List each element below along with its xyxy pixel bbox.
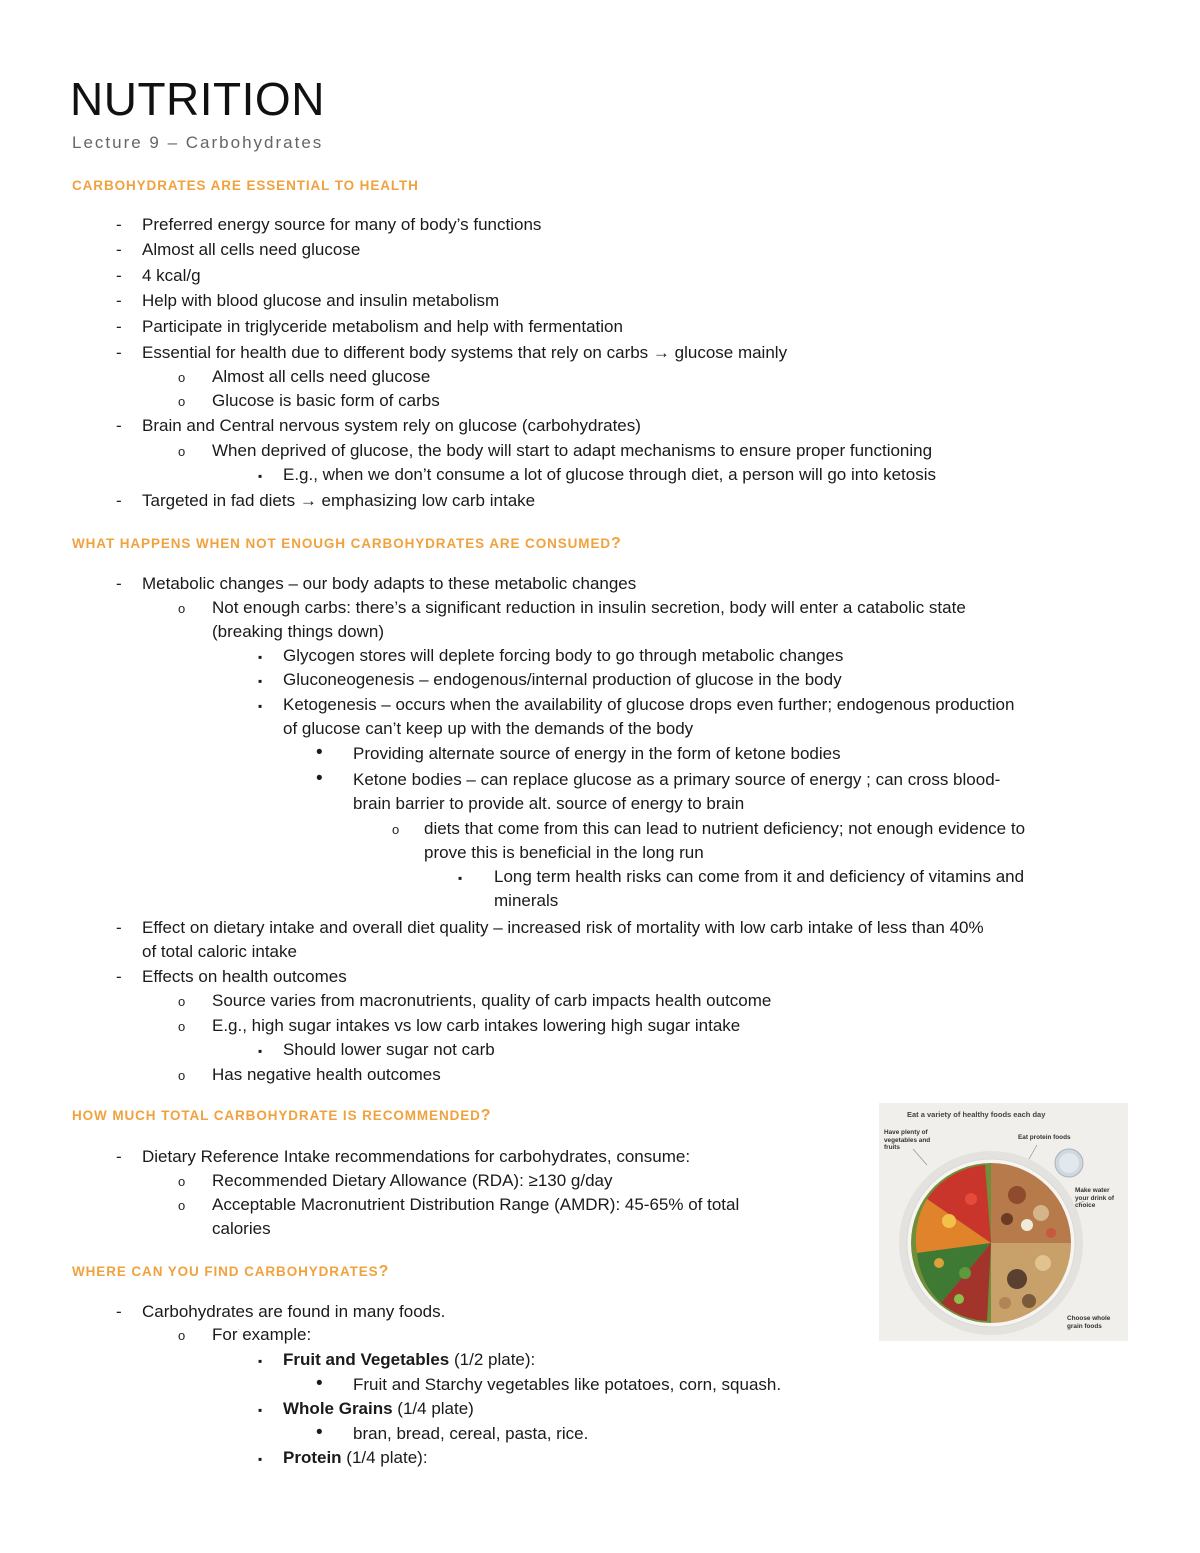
dash-marker: -	[116, 1147, 122, 1166]
list-item: Has negative health outcomes	[212, 1065, 441, 1084]
circle-marker: o	[178, 601, 186, 616]
section-heading-not-enough	[72, 535, 622, 553]
question-mark: ?	[480, 1107, 492, 1124]
circle-marker: o	[178, 1068, 186, 1083]
list-item: For example:	[212, 1325, 312, 1344]
square-marker: ▪	[258, 1452, 263, 1466]
list-item: Preferred energy source for many of body’s functions	[142, 215, 542, 234]
bullet-marker: •	[316, 1422, 323, 1443]
list-item: diets that come from this can lead to nutrient deficiency; not enough evidence to	[424, 819, 1026, 838]
circle-marker: o	[178, 394, 186, 409]
square-marker: ▪	[258, 1044, 263, 1058]
square-marker: ▪	[258, 1403, 263, 1417]
circle-marker: o	[178, 444, 186, 459]
circle-marker: o	[178, 370, 186, 385]
circle-marker: o	[178, 994, 186, 1009]
bullet-marker: •	[316, 742, 323, 763]
list-item: Essential for health due to different body systems that rely on carbs → glucose mainly	[142, 343, 788, 362]
list-item: Dietary Reference Intake recommendations for carbohydrates, consume:	[142, 1147, 691, 1166]
list-item: 4 kcal/g	[142, 266, 201, 285]
question-mark: ?	[611, 535, 622, 552]
dash-marker: -	[116, 343, 122, 362]
circle-marker: o	[178, 1198, 186, 1213]
list-item: Fruit and Starchy vegetables like potatoes, corn, squash.	[353, 1375, 782, 1394]
plate-illustration	[879, 1103, 1128, 1341]
list-item: Effect on dietary intake and overall diet quality – increased risk of mortality with low carb intake of less than 40%	[142, 918, 984, 937]
list-item: Brain and Central nervous system rely on glucose (carbohydrates)	[142, 416, 641, 435]
dash-marker: -	[116, 317, 122, 336]
list-item: Almost all cells need glucose	[142, 240, 361, 259]
list-item	[283, 1348, 535, 1372]
dash-marker: -	[116, 266, 122, 285]
list-item: Ketone bodies – can replace glucose as a primary source of energy ; can cross blood-	[353, 770, 1001, 789]
dash-marker: -	[116, 918, 122, 937]
list-item: Ketogenesis – occurs when the availability of glucose drops even further; endogenous production	[283, 695, 1015, 714]
square-marker: ▪	[258, 699, 263, 713]
list-item-continued: minerals	[494, 891, 559, 910]
bullet-marker: •	[316, 768, 323, 789]
dash-marker: -	[116, 416, 122, 435]
circle-marker: o	[178, 1328, 186, 1343]
food-group-name: Protein	[283, 1448, 342, 1467]
list-item: Source varies from macronutrients, quality of carb impacts health outcome	[212, 991, 772, 1010]
circle-marker: o	[178, 1174, 186, 1189]
circle-marker: o	[178, 1019, 186, 1034]
list-item: Should lower sugar not carb	[283, 1040, 495, 1059]
list-item: Providing alternate source of energy in the form of ketone bodies	[353, 744, 841, 763]
list-item: Not enough carbs: there’s a significant reduction in insulin secretion, body will enter a catabolic state	[212, 598, 966, 617]
healthy-plate-image	[879, 1103, 1128, 1341]
list-item: When deprived of glucose, the body will start to adapt mechanisms to ensure proper functioning	[212, 441, 933, 460]
figure-title: Eat a variety of healthy foods each day	[907, 1110, 1046, 1119]
figure-label-veg: Have plenty of vegetables and fruits	[884, 1129, 931, 1151]
list-item: Acceptable Macronutrient Distribution Range (AMDR): 45-65% of total	[212, 1195, 740, 1214]
food-group-name: Fruit and Vegetables	[283, 1350, 450, 1369]
portion-text: (1/4 plate)	[392, 1399, 474, 1418]
list-item	[283, 1446, 428, 1470]
dash-marker: -	[116, 967, 122, 986]
list-item-continued: (breaking things down)	[212, 622, 384, 641]
heading-text: WHAT HAPPENS WHEN NOT ENOUGH CARBOHYDRATES ARE CONSUMED	[72, 536, 612, 551]
list-item-continued: prove this is beneficial in the long run	[424, 843, 704, 862]
page-title: NUTRITION	[70, 73, 325, 125]
figure-label-grains: Choose whole grain foods	[1067, 1315, 1111, 1330]
square-marker: ▪	[258, 469, 263, 483]
dash-marker: -	[116, 1302, 122, 1321]
square-marker: ▪	[458, 871, 463, 885]
dash-marker: -	[116, 215, 122, 234]
list-item: Metabolic changes – our body adapts to these metabolic changes	[142, 574, 637, 593]
list-item-continued: brain barrier to provide alt. source of energy to brain	[353, 794, 745, 813]
square-marker: ▪	[258, 650, 263, 664]
list-item: Long term health risks can come from it and deficiency of vitamins and	[494, 867, 1025, 886]
section-heading-recommended	[72, 1107, 491, 1125]
list-item-continued: calories	[212, 1219, 271, 1238]
list-item-continued: of total caloric intake	[142, 942, 297, 961]
heading-text: WHERE CAN YOU FIND CARBOHYDRATES	[72, 1264, 379, 1279]
list-item-continued: of glucose can’t keep up with the demands of the body	[283, 719, 694, 738]
section-heading-essential: CARBOHYDRATES ARE ESSENTIAL TO HEALTH	[72, 178, 419, 193]
list-item: Recommended Dietary Allowance (RDA): ≥130 g/day	[212, 1171, 613, 1190]
section-heading-where	[72, 1263, 389, 1281]
list-item: Gluconeogenesis – endogenous/internal production of glucose in the body	[283, 670, 842, 689]
list-item: Glycogen stores will deplete forcing body to go through metabolic changes	[283, 646, 844, 665]
question-mark: ?	[378, 1263, 390, 1280]
dash-marker: -	[116, 291, 122, 310]
list-item: Carbohydrates are found in many foods.	[142, 1302, 446, 1321]
heading-text: HOW MUCH TOTAL CARBOHYDRATE IS RECOMMENDED	[72, 1108, 481, 1123]
portion-text: (1/4 plate):	[341, 1448, 428, 1467]
food-group-name: Whole Grains	[283, 1399, 393, 1418]
dash-marker: -	[116, 491, 122, 510]
circle-marker: o	[392, 822, 400, 837]
list-item: Almost all cells need glucose	[212, 367, 431, 386]
list-item: bran, bread, cereal, pasta, rice.	[353, 1424, 589, 1443]
list-item: E.g., high sugar intakes vs low carb intakes lowering high sugar intake	[212, 1016, 741, 1035]
list-item: Targeted in fad diets → emphasizing low carb intake	[142, 491, 536, 510]
square-marker: ▪	[258, 1354, 263, 1368]
list-item: Help with blood glucose and insulin metabolism	[142, 291, 500, 310]
list-item: Glucose is basic form of carbs	[212, 391, 440, 410]
figure-label-water: Make water your drink of choice	[1075, 1187, 1115, 1209]
list-item	[283, 1397, 474, 1421]
list-item: E.g., when we don’t consume a lot of glucose through diet, a person will go into ketosis	[283, 465, 936, 484]
list-item: Effects on health outcomes	[142, 967, 347, 986]
square-marker: ▪	[258, 674, 263, 688]
page-subtitle: Lecture 9 – Carbohydrates	[72, 133, 324, 152]
dash-marker: -	[116, 240, 122, 259]
portion-text: (1/2 plate):	[449, 1350, 536, 1369]
dash-marker: -	[116, 574, 122, 593]
figure-label-protein: Eat protein foods	[1018, 1134, 1071, 1141]
bullet-marker: •	[316, 1373, 323, 1394]
list-item: Participate in triglyceride metabolism and help with fermentation	[142, 317, 623, 336]
